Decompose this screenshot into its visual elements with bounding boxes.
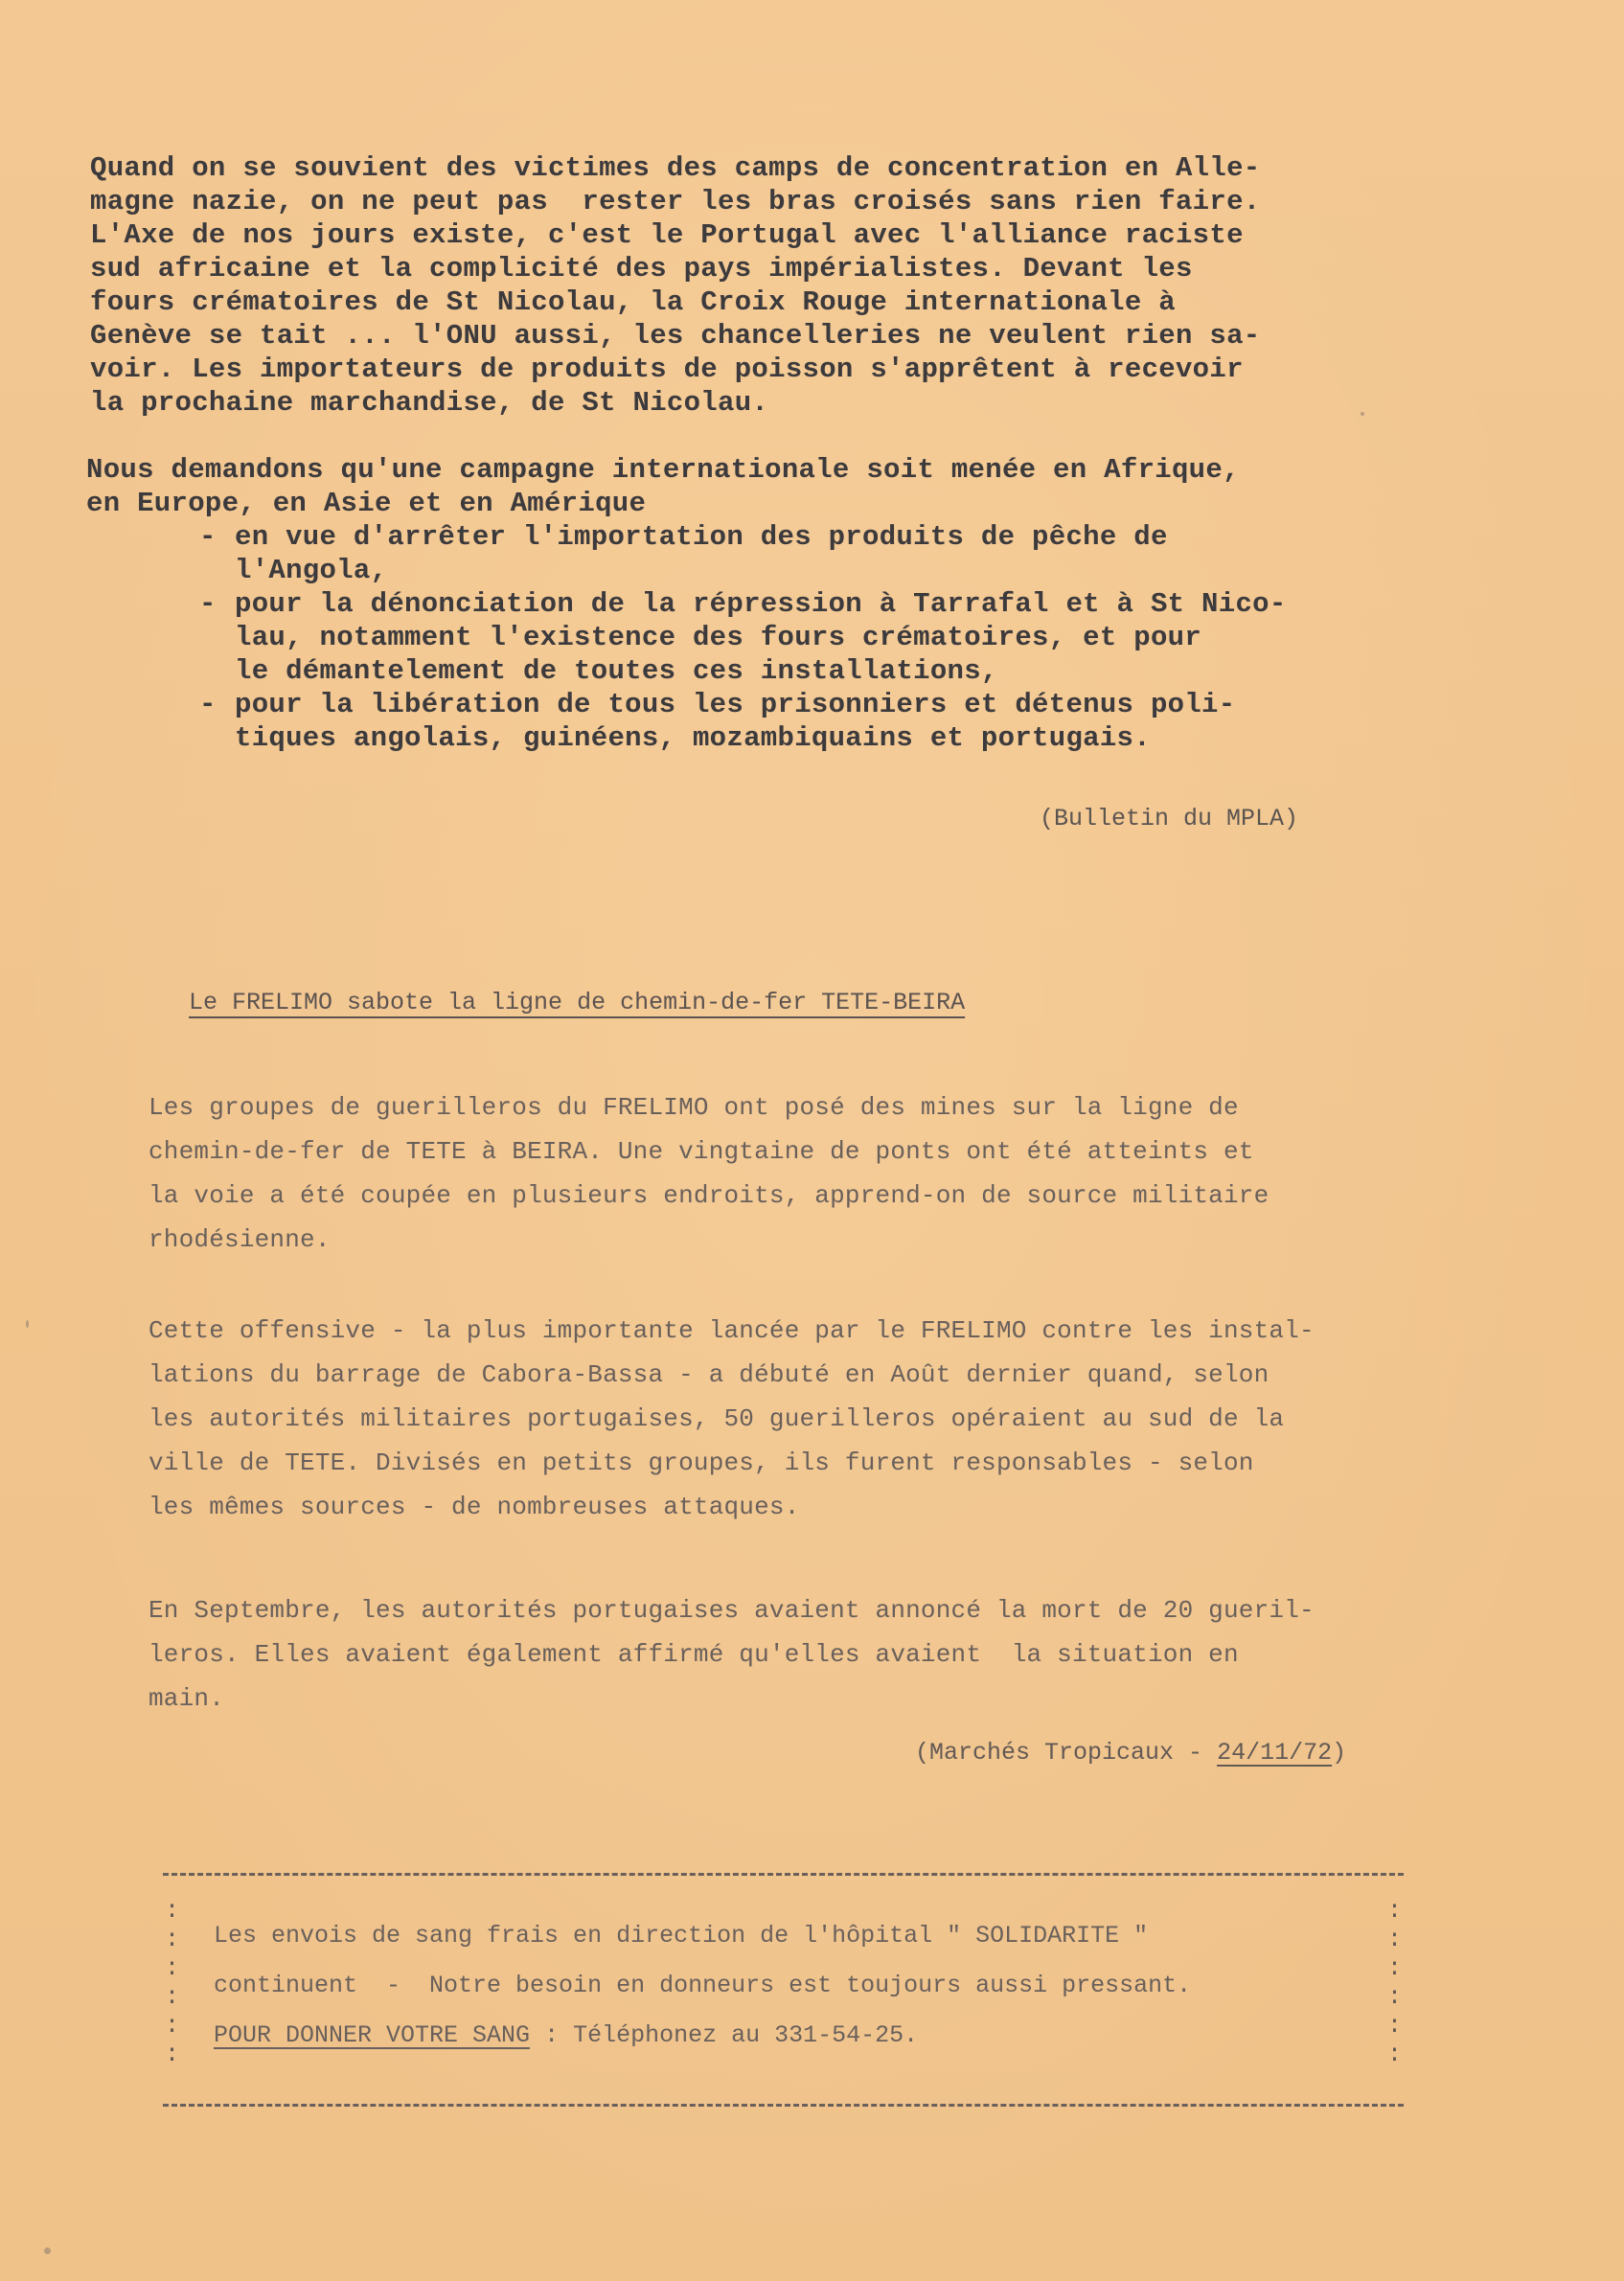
text-line: lations du barrage de Cabora-Bassa - a débuté en Août dernier quand, selon — [149, 1360, 1269, 1389]
mpla-paragraph-2 — [86, 453, 1240, 520]
text-line: sud africaine et la complicité des pays impérialistes. Devant les — [90, 253, 1193, 285]
bullet-dash: - — [199, 689, 217, 720]
source-name: (Marchés Tropicaux - — [915, 1739, 1218, 1767]
blood-donation-notice — [214, 1911, 1191, 2061]
scan-speck — [1361, 412, 1364, 416]
text-line: pour la libération de tous les prisonniers et détenus poli- — [235, 689, 1236, 720]
text-line: ville de TETE. Divisés en petits groupes, ils furent responsables - selon — [149, 1448, 1254, 1477]
frelimo-paragraph-1 — [149, 1085, 1269, 1262]
list-item — [86, 688, 1287, 755]
text-line: Nous demandons qu'une campagne internationale soit menée en Afrique, — [86, 454, 1240, 486]
text-line: leros. Elles avaient également affirmé qu'elles avaient la situation en — [149, 1640, 1239, 1669]
frelimo-paragraph-3 — [149, 1588, 1315, 1721]
text-line: en Europe, en Asie et en Amérique — [86, 488, 647, 519]
notice-line: Les envois de sang frais en direction de l'hôpital " SOLIDARITE " — [214, 1922, 1149, 1950]
text-line: rhodésienne. — [149, 1225, 331, 1254]
source-date: 24/11/72 — [1217, 1739, 1333, 1767]
text-line: Les groupes de guerilleros du FRELIMO ont posé des mines sur la ligne de — [149, 1093, 1239, 1122]
text-line: Cette offensive - la plus importante lancée par le FRELIMO contre les instal- — [149, 1316, 1315, 1345]
text-line: en vue d'arrêter l'importation des produits de pêche de — [235, 521, 1168, 553]
text-line: lau, notamment l'existence des fours crématoires, et pour — [235, 622, 1202, 653]
text-line: En Septembre, les autorités portugaises avaient annoncé la mort de 20 gueril- — [149, 1596, 1315, 1625]
text-line: L'Axe de nos jours existe, c'est le Portugal avec l'alliance raciste — [90, 219, 1244, 251]
text-line: l'Angola, — [235, 555, 388, 586]
notice-right-border: : : : : : : — [1387, 1897, 1403, 2068]
text-line: Quand on se souvient des victimes des camps de concentration en Alle- — [90, 152, 1261, 184]
text-line: la prochaine marchandise, de St Nicolau. — [90, 387, 769, 419]
notice-line: continuent - Notre besoin en donneurs est toujours aussi pressant. — [214, 1972, 1192, 1999]
scan-speck — [44, 2247, 51, 2254]
bullet-dash: - — [199, 521, 217, 553]
frelimo-paragraph-2 — [149, 1309, 1315, 1529]
mpla-source: (Bulletin du MPLA) — [1040, 805, 1299, 833]
list-item — [86, 520, 1287, 587]
text-line: Genève se tait ... l'ONU aussi, les chancelleries ne veulent rien sa- — [90, 320, 1261, 352]
notice-bottom-rule — [163, 2104, 1404, 2107]
list-item — [86, 587, 1287, 688]
text-line: voir. Les importateurs de produits de poisson s'apprêtent à recevoir — [90, 354, 1244, 385]
text-line: main. — [149, 1684, 225, 1713]
text-line: les mêmes sources - de nombreuses attaques. — [149, 1493, 800, 1521]
source-close: ) — [1332, 1739, 1347, 1767]
text-line: chemin-de-fer de TETE à BEIRA. Une vingtaine de ponts ont été atteints et — [149, 1137, 1254, 1166]
frelimo-source — [915, 1739, 1346, 1767]
text-line: pour la dénonciation de la répression à Tarrafal et à St Nico- — [235, 588, 1287, 620]
text-line: les autorités militaires portugaises, 50 guerilleros opéraient au sud de la — [149, 1404, 1285, 1433]
text-line: la voie a été coupée en plusieurs endroits, apprend-on de source militaire — [149, 1181, 1269, 1210]
bullet-dash: - — [199, 588, 217, 620]
frelimo-headline: Le FRELIMO sabote la ligne de chemin-de-fer TETE-BEIRA — [189, 989, 966, 1016]
scan-speck — [26, 1320, 29, 1328]
notice-left-border: : : : : : : — [165, 1897, 180, 2068]
donate-label: POUR DONNER VOTRE SANG — [214, 2021, 531, 2049]
text-line: magne nazie, on ne peut pas rester les bras croisés sans rien faire. — [90, 186, 1261, 217]
notice-donate-line — [214, 2011, 1191, 2061]
notice-top-rule — [163, 1873, 1404, 1876]
mpla-paragraph-1 — [90, 151, 1261, 420]
text-line: fours crématoires de St Nicolau, la Croix Rouge internationale à — [90, 286, 1176, 318]
donate-phone: : Téléphonez au 331-54-25. — [530, 2021, 919, 2049]
text-line: tiques angolais, guinéens, mozambiquains et portugais. — [235, 722, 1151, 754]
demands-list — [86, 520, 1287, 755]
text-line: le démantelement de toutes ces installations, — [235, 655, 998, 687]
